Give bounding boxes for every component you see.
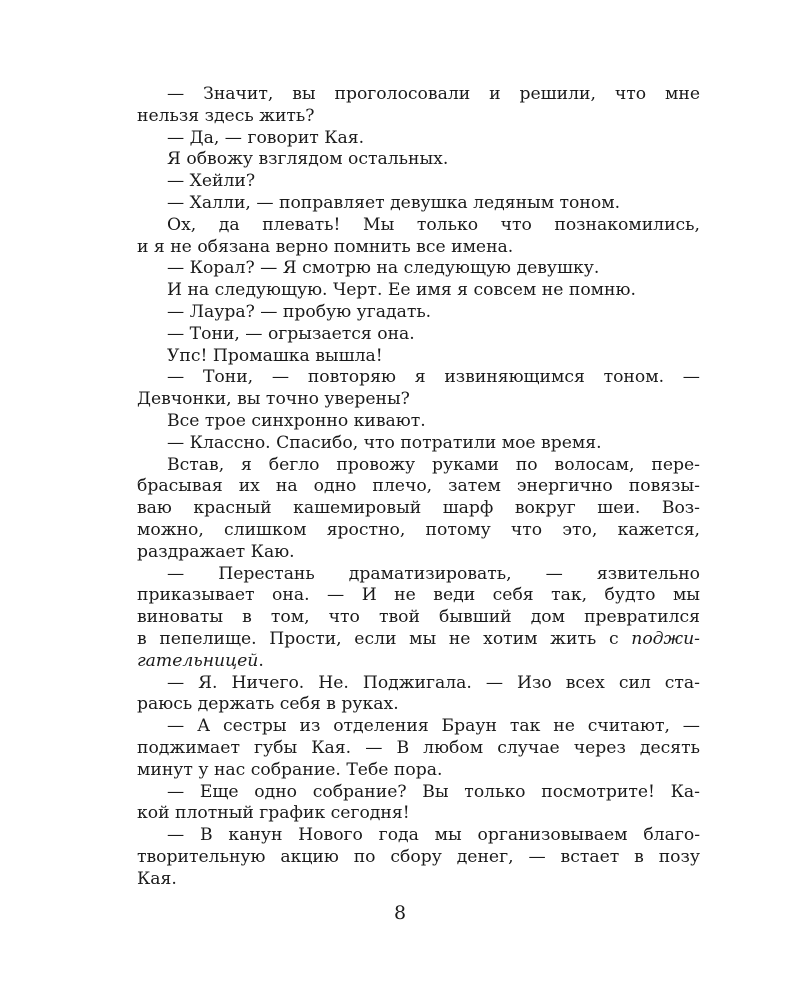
italic-word-fragment: подж	[631, 628, 684, 649]
text-line: И на следующую. Черт. Ее имя я совсем не помню.	[167, 280, 636, 301]
text-line: брасывая их на одно плечо, затем энергично повязы-	[137, 476, 700, 497]
text-line: раюсь держать себя в руках.	[137, 694, 399, 715]
text-line: кой плотный график сегодня!	[137, 803, 410, 824]
text-line: — Значит, вы проголосовали и решили, что мне	[167, 84, 700, 104]
text-fragment: .	[258, 650, 264, 671]
text-line: поджимает губы Кая. — В любом случае через десять	[137, 737, 700, 758]
italic-hyphen: и-	[683, 628, 700, 649]
text-line	[137, 651, 700, 673]
text-line: — Я. Ничего. Не. Поджигала. — Изо всех сил ста-	[167, 672, 700, 693]
text-line: ваю красный кашемировый шарф вокруг шеи. Воз-	[137, 498, 700, 519]
text-line: нельзя здесь жить?	[137, 105, 315, 126]
text-line: Ох, да плевать! Мы только что познакомились,	[167, 214, 700, 235]
text-line: Встав, я бегло провожу руками по волосам, пере-	[167, 454, 700, 475]
text-line: Все трое синхронно кивают.	[167, 410, 426, 431]
text-line: — В канун Нового года мы организовываем благо-	[167, 825, 700, 846]
text-line: — Тони, — огрызается она.	[167, 323, 415, 344]
text-line: — Еще одно собрание? Вы только посмотрите! Ка-	[167, 781, 700, 802]
text-line: — Да, — говорит Кая.	[167, 127, 365, 148]
page-number: 8	[393, 902, 407, 924]
text-line: и я не обязана верно помнить все имена.	[137, 236, 514, 257]
text-line: — Классно. Спасибо, что потратили мое время.	[167, 432, 602, 453]
text-line: Кая.	[137, 868, 177, 889]
text-line	[137, 629, 700, 651]
text-line: — Корал? — Я смотрю на следующую девушку.	[167, 258, 600, 279]
text-line: Я обвожу взглядом остальных.	[167, 149, 449, 170]
book-page-text	[137, 84, 700, 890]
text-line: Девчонки, вы точно уверены?	[137, 389, 410, 410]
text-line: — Перестань драматизировать, — язвительно	[167, 563, 700, 584]
text-line: — Халли, — поправляет девушка ледяным тоном.	[167, 192, 621, 213]
text-line: творительную акцию по сбору денег, — встает в позу	[137, 846, 700, 867]
text-line: раздражает Каю.	[137, 541, 295, 562]
text-line: минут у нас собрание. Тебе пора.	[137, 759, 443, 780]
text-fragment: в пепелище. Прости, если мы не хотим жить с	[137, 628, 632, 649]
text-line: виноваты в том, что твой бывший дом превратился	[137, 607, 700, 628]
text-line: — Тони, — повторяю я извиняющимся тоном. —	[167, 367, 700, 388]
text-line: — Лаура? — пробую угадать.	[167, 301, 432, 322]
text-line: можно, слишком яростно, потому что это, кажется,	[137, 519, 700, 540]
italic-word-fragment: гательницей	[137, 650, 259, 671]
text-line: — Хейли?	[167, 171, 256, 192]
text-line: Упс! Промашка вышла!	[167, 345, 383, 366]
text-line: — А сестры из отделения Браун так не считают, —	[167, 716, 700, 737]
text-line: приказывает она. — И не веди себя так, будто мы	[137, 585, 700, 606]
